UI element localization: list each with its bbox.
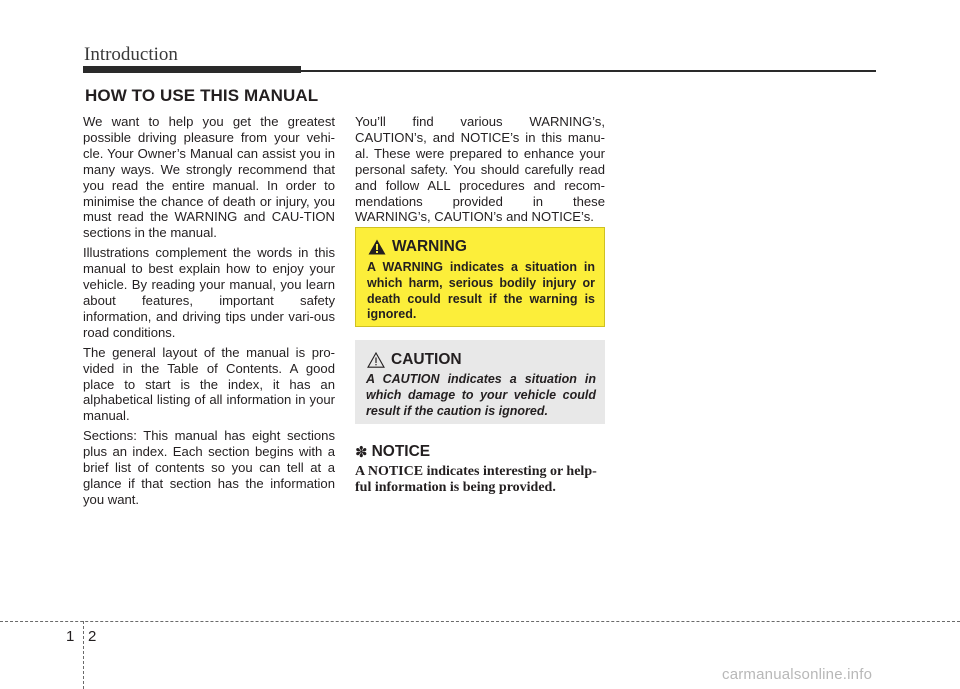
paragraph-warnings-intro: You’ll find various WARNING’s, CAUTION’s, and NOTICE’s in this manu-al. These were prepared to enhance your personal safety. You should carefully read and follow ALL procedures and recom-mendations provided in these WARNING’s, CAUTION’s and NOTICE’s. [355,114,605,225]
chapter-number: 1 [66,628,75,645]
notice-asterisk-icon: ✽ [355,444,368,461]
warning-text: A WARNING indicates a situation in which harm, serious bodily injury or death could result if the warning is ignored. [367,260,595,322]
caution-text: A CAUTION indicates a situation in which damage to your vehicle could result if the caution is ignored. [366,372,596,418]
left-column [83,114,335,512]
chapter-title: Introduction [84,44,178,65]
paragraph-layout: The general layout of the manual is pro-vided in the Table of Contents. A good place to start is the index, it has an alphabetical listing of all information in your manual. [83,344,335,424]
warning-title: WARNING [392,238,467,255]
notice-title: NOTICE [371,443,431,460]
page-number: 2 [88,628,97,645]
footer-divider [83,621,84,689]
warning-triangle-icon [368,239,386,255]
footer-rule [0,621,960,622]
paragraph-intro: We want to help you get the greatest possible driving pleasure from your vehi-cle. Your Owner’s Manual can assist you in many ways. We strongly recommend that you read the entire manual. In order to minimise the chance of death or injury, you must read the WARNING and CAU-TION sections in the manual. [83,114,335,241]
header-rule-thick [83,66,301,73]
caution-triangle-icon [367,352,385,368]
caution-header [367,350,462,370]
header-rule-thin [301,70,876,72]
notice-text: A NOTICE indicates interesting or help-ful information is being provided. [355,464,597,495]
right-column [355,114,605,229]
caution-box [355,340,605,424]
watermark: carmanualsonline.info [722,666,873,683]
paragraph-sections: Sections: This manual has eight sections plus an index. Each section begins with a brief list of contents so you can tell at a glance if that section has the information you want. [83,428,335,507]
caution-title: CAUTION [391,351,462,368]
notice-heading [355,443,430,461]
paragraph-illustrations: Illustrations complement the words in this manual to best explain how to enjoy your vehicle. By reading your manual, you learn about features, important safety information, and driving tips under vari-ous road conditions. [83,245,335,340]
section-heading: HOW TO USE THIS MANUAL [85,86,319,105]
warning-header [368,237,467,257]
warning-box [355,227,605,327]
